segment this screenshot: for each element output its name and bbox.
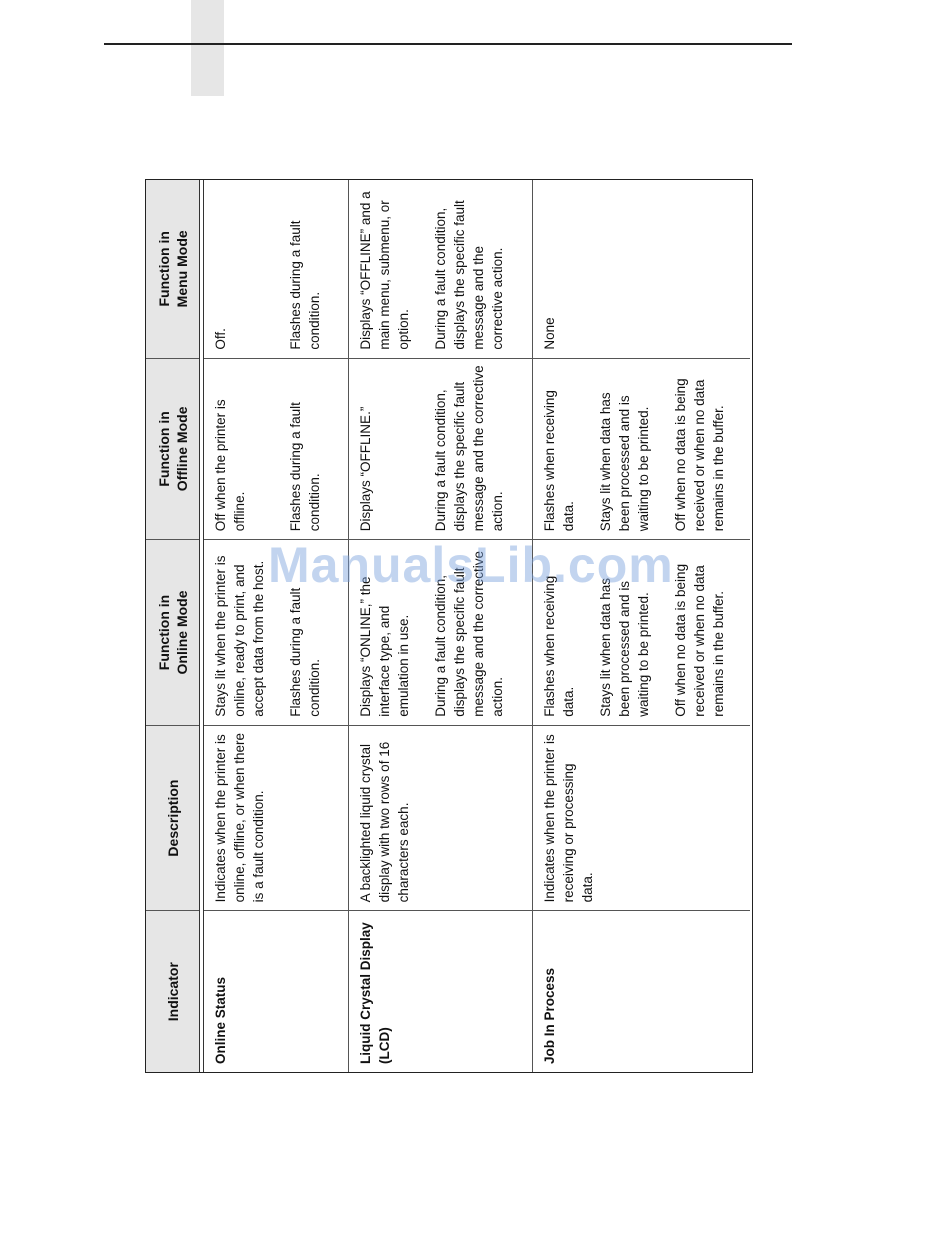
menu-mode-cell (204, 180, 348, 358)
offline-mode-text: Displays “OFFLINE.” (358, 406, 373, 532)
menu-mode-text: Flashes during a fault condition. (288, 220, 322, 350)
header-menu-mode: Function in Menu Mode (155, 230, 190, 308)
online-mode-text: Stays lit when the printer is online, ready to print, and accept data from the host. (213, 555, 266, 717)
header-rule (104, 43, 792, 45)
online-mode-text: Off when no data is being received or when no data remains in the buffer. (673, 563, 726, 717)
offline-mode-text: Flashes when receiving data. (542, 390, 576, 532)
online-mode-text: Flashes when receiving data. (542, 575, 576, 717)
menu-mode-cell (533, 180, 750, 358)
online-mode-text: Displays “ONLINE,” the interface type, and emulation in use. (358, 576, 411, 717)
table-header (146, 180, 200, 1072)
menu-mode-text: During a fault condition, displays the specific fault message and the corrective action. (433, 200, 505, 350)
offline-mode-cell (533, 358, 750, 540)
menu-mode-cell (349, 180, 532, 358)
offline-mode-text: During a fault condition, displays the specific fault message and the corrective action. (433, 365, 505, 532)
header-offline-mode: Function in Offline Mode (146, 358, 199, 540)
offline-mode-text: Off when the printer is offline. (213, 399, 247, 532)
indicator-name: Liquid Crystal Display (LCD) (349, 910, 532, 1072)
header-indicator: Indicator (146, 910, 199, 1072)
table-row (204, 180, 349, 1072)
offline-mode-cell (349, 358, 532, 540)
table-row (533, 180, 750, 1072)
offline-mode-text: Off when no data is being received or when no data remains in the buffer. (673, 378, 726, 532)
indicator-name: Online Status (204, 910, 348, 1072)
indicator-description: Indicates when the printer is online, offline, or when there is a fault condition. (204, 725, 348, 911)
table-body (204, 180, 752, 1072)
menu-mode-text: None (542, 317, 557, 350)
online-mode-text: During a fault condition, displays the specific fault message and the corrective action. (433, 550, 505, 717)
online-mode-text: Flashes during a fault condition. (288, 587, 322, 717)
header-online-mode: Function in Online Mode (146, 539, 199, 725)
page-thumb-tab (191, 0, 224, 96)
header-description: Description (146, 725, 199, 911)
menu-mode-text: Off. (213, 328, 228, 350)
table-row (349, 180, 533, 1072)
offline-mode-cell (204, 358, 348, 540)
indicator-name: Job In Process (533, 910, 750, 1072)
offline-mode-text: Stays lit when data has been processed and is waiting to be printed. (598, 392, 651, 532)
indicator-description: A backlighted liquid crystal display with two rows of 16 characters each. (349, 725, 532, 911)
indicator-description: Indicates when the printer is receiving or processing data. (533, 725, 750, 911)
indicator-table (145, 179, 753, 1073)
watermark: ManualsLib.com (268, 537, 674, 593)
online-mode-text: Stays lit when data has been processed and is waiting to be printed. (598, 577, 651, 717)
offline-mode-text: Flashes during a fault condition. (288, 402, 322, 532)
menu-mode-text: Displays “OFFLINE” and a main menu, submenu, or option. (358, 191, 411, 350)
